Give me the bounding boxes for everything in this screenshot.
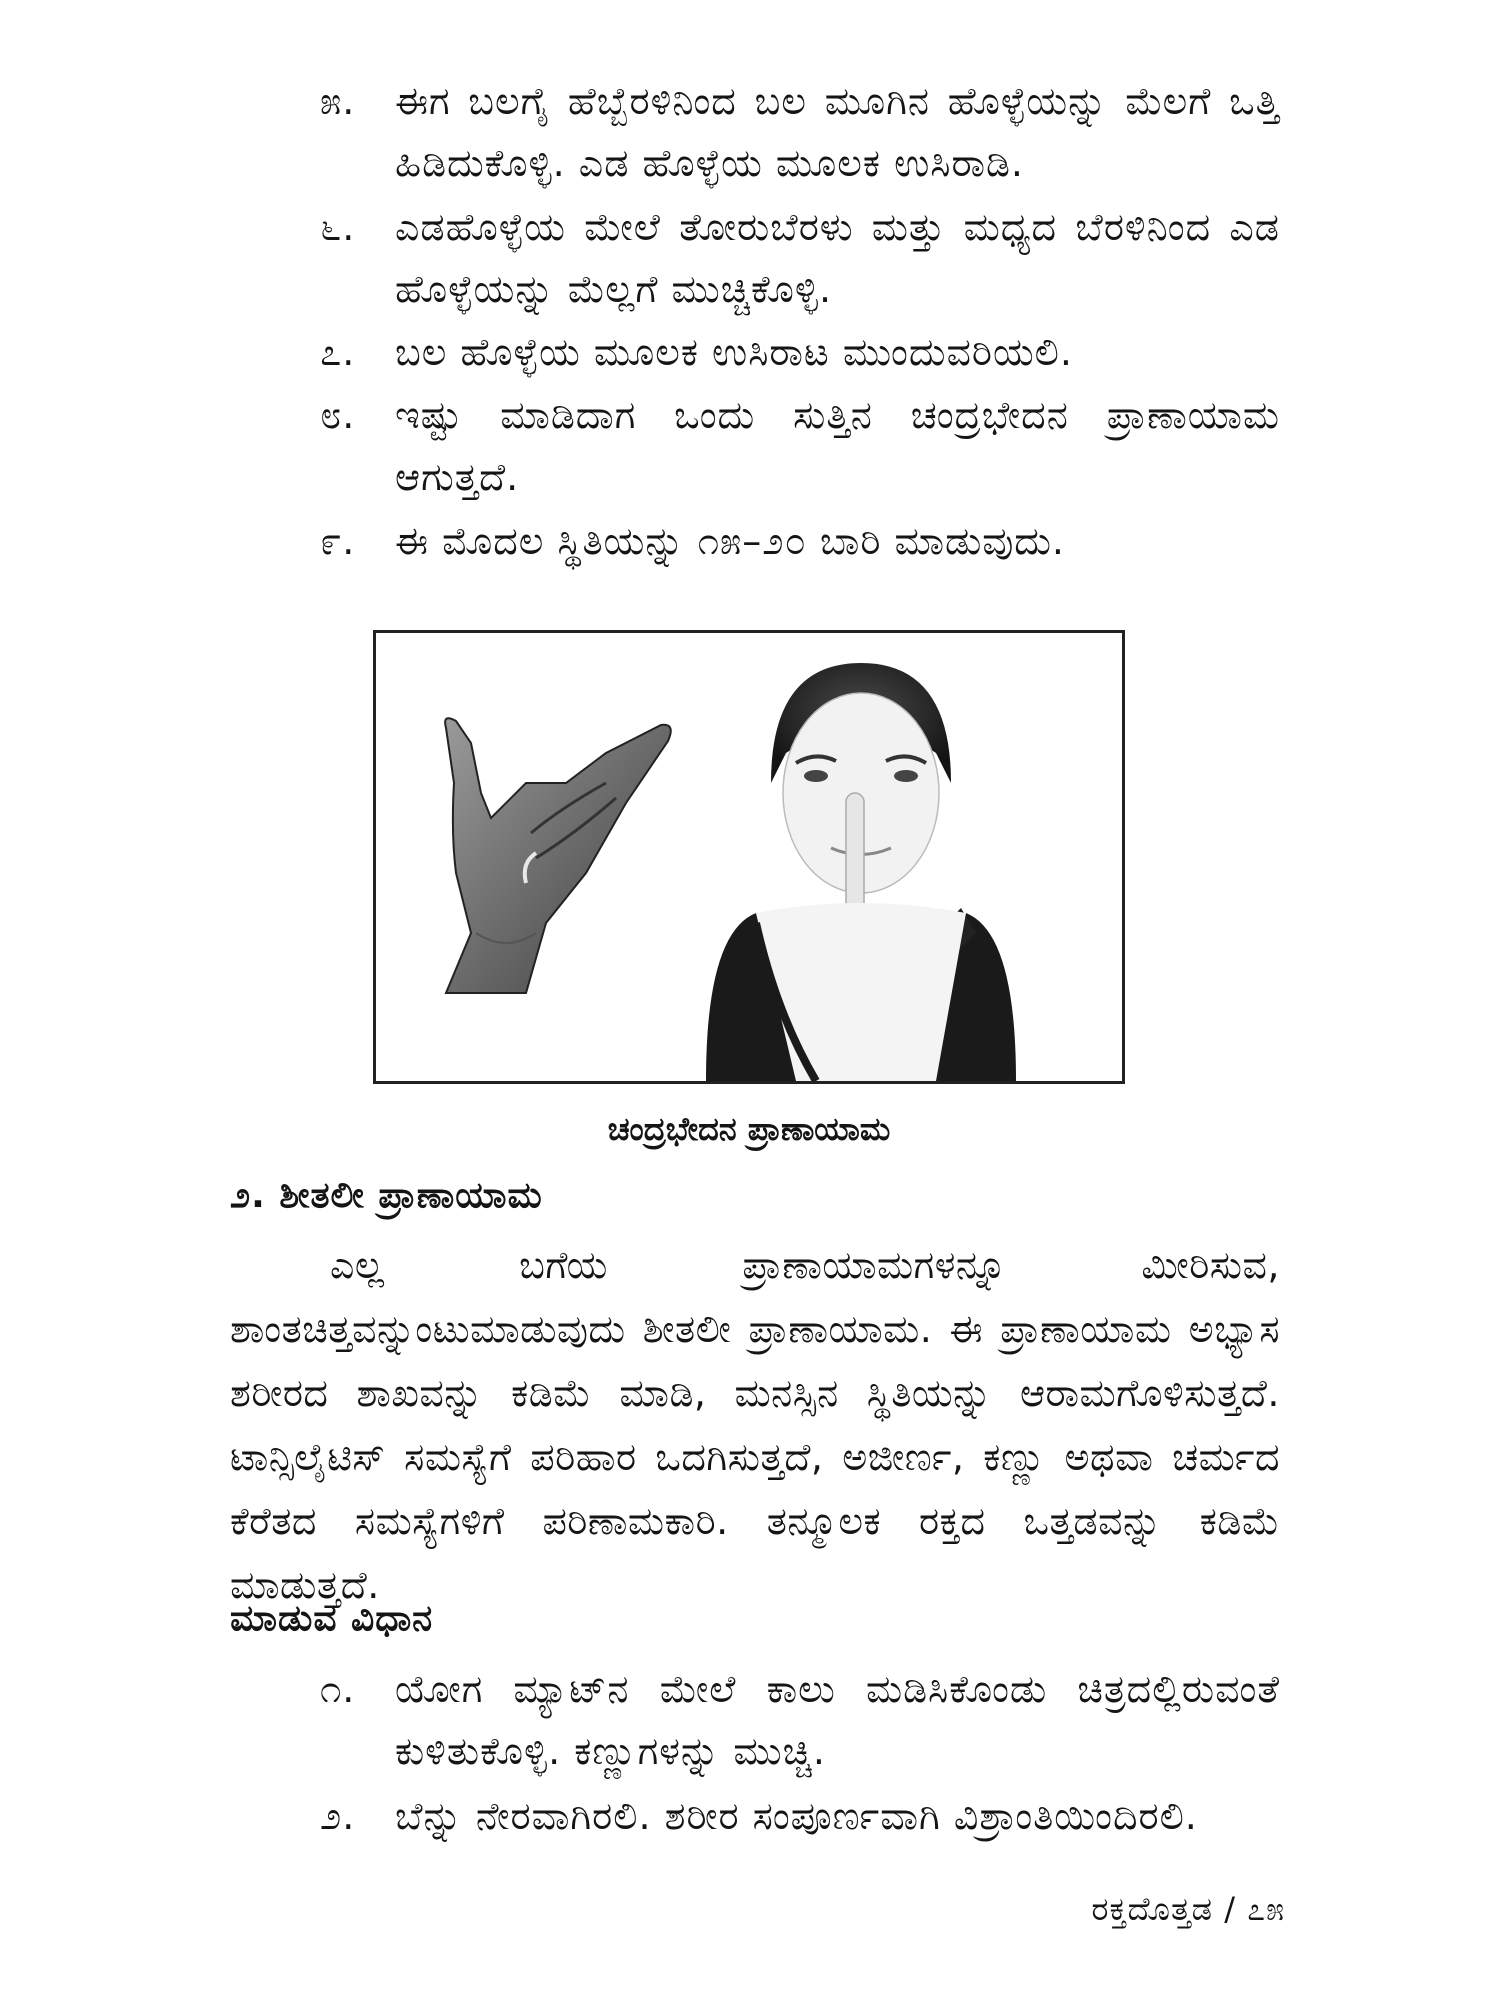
hand-mudra-image <box>445 718 671 993</box>
list-item <box>320 196 1280 320</box>
step-number: ೧. <box>320 1667 356 1711</box>
step-text: ಈಗ ಬಲಗೈ ಹೆಬ್ಬೆರಳಿನಿಂದ ಬಲ ಮೂಗಿನ ಹೊಳ್ಳೆಯನ್ನು ಮೆಲಗೆ ಒತ್ತಿ ಹಿಡಿದುಕೊಳ್ಳಿ. ಎಡ ಹೊಳ್ಳೆಯ ಮೂಲಕ ಉಸಿರಾಡಿ. <box>395 79 1280 185</box>
step-number: ೫. <box>320 79 356 123</box>
step-text: ಬಲ ಹೊಳ್ಳೆಯ ಮೂಲಕ ಉಸಿರಾಟ ಮುಂದುವರಿಯಲಿ. <box>395 330 1073 374</box>
paragraph-text: ಎಲ್ಲ ಬಗೆಯ ಪ್ರಾಣಾಯಾಮಗಳನ್ನೂ ಮೀರಿಸುವ, ಶಾಂತಚಿತ್ತವನ್ನುಂಟುಮಾಡುವುದು ಶೀತಲೀ ಪ್ರಾಣಾಯಾಮ. ಈ ಪ್ರಾಣಾಯಾಮ ಅಭ್ಯಾಸ ಶರೀರದ ಶಾಖವನ್ನು ಕಡಿಮೆ ಮಾಡಿ, ಮನಸ್ಸಿನ ಸ್ಥಿತಿಯನ್ನು ಆರಾಮಗೊಳಿಸುತ್ತದೆ. ಟಾನ್ಸಿಲೈಟಿಸ್ ಸಮಸ್ಯೆಗೆ ಪರಿಹಾರ ಒದಗಿಸುತ್ತದೆ, ಅಜೀರ್ಣ, ಕಣ್ಣು ಅಥವಾ ಚರ್ಮದ ಕೆರೆತದ ಸಮಸ್ಯೆಗಳಿಗೆ ಪರಿಣಾಮಕಾರಿ. ತನ್ಮೂಲಕ ರಕ್ತದ ಒತ್ತಡವನ್ನು ಕಡಿಮೆ ಮಾಡುತ್ತದೆ. <box>230 1243 1280 1607</box>
step-text: ಇಷ್ಟು ಮಾಡಿದಾಗ ಒಂದು ಸುತ್ತಿನ ಚಂದ್ರಭೇದನ ಪ್ರಾಣಾಯಾಮ ಆಗುತ್ತದೆ. <box>395 393 1280 499</box>
figure-caption: ಚಂದ್ರಭೇದನ ಪ್ರಾಣಾಯಾಮ <box>607 1110 891 1148</box>
list-item <box>320 1658 1280 1782</box>
step-number: ೨. <box>320 1794 356 1838</box>
woman-photo <box>706 663 1016 1081</box>
step-text: ಈ ಮೊದಲ ಸ್ಥಿತಿಯನ್ನು ೧೫–೨೦ ಬಾರಿ ಮಾಡುವುದು. <box>395 519 1065 563</box>
section-paragraph <box>230 1233 1280 1617</box>
step-text: ಬೆನ್ನು ನೇರವಾಗಿರಲಿ. ಶರೀರ ಸಂಪೂರ್ಣವಾಗಿ ವಿಶ್ರಾಂತಿಯಿಂದಿರಲಿ. <box>395 1794 1198 1838</box>
page-footer: ರಕ್ತದೊತ್ತಡ / ೭೫ <box>1091 1890 1285 1928</box>
chandrabhedana-illustration <box>376 633 1122 1081</box>
step-number: ೮. <box>320 393 356 437</box>
list-item <box>320 384 1280 508</box>
list-item <box>320 1785 1280 1847</box>
step-number: ೭. <box>320 330 356 374</box>
list-item <box>320 70 1280 194</box>
method-heading: ಮಾಡುವ ವಿಧಾನ <box>230 1598 434 1639</box>
figure-photo <box>373 630 1125 1084</box>
list-item <box>320 510 1280 572</box>
section-heading: ೨. ಶೀತಲೀ ಪ್ರಾಣಾಯಾಮ <box>230 1175 543 1216</box>
step-text: ಯೋಗ ಮ್ಯಾಟ್‌ನ ಮೇಲೆ ಕಾಲು ಮಡಿಸಿಕೊಂಡು ಚಿತ್ರದಲ್ಲಿರುವಂತೆ ಕುಳಿತುಕೊಳ್ಳಿ. ಕಣ್ಣುಗಳನ್ನು ಮುಚ್ಚಿ. <box>395 1667 1280 1773</box>
step-number: ೬. <box>320 205 356 249</box>
step-number: ೯. <box>320 519 356 563</box>
step-text: ಎಡಹೊಳ್ಳೆಯ ಮೇಲೆ ತೋರುಬೆರಳು ಮತ್ತು ಮಧ್ಯದ ಬೆರಳಿನಿಂದ ಎಡ ಹೊಳ್ಳೆಯನ್ನು ಮೆಲ್ಲಗೆ ಮುಚ್ಚಿಕೊಳ್ಳಿ. <box>395 205 1280 311</box>
list-item <box>320 321 1280 383</box>
